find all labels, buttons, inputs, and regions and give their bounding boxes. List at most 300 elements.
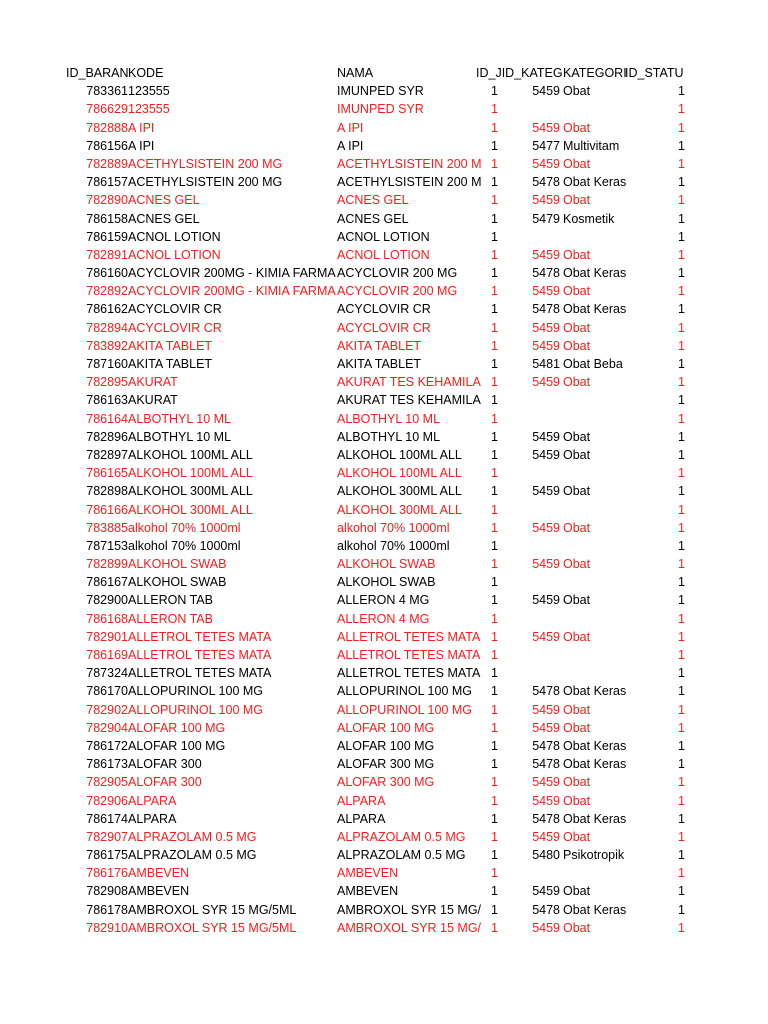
cell-nama[interactable]: ACNES GEL bbox=[337, 193, 409, 208]
cell-kode[interactable]: alkohol 70% 1000ml bbox=[128, 520, 241, 535]
cell-kategori[interactable]: Multivitam bbox=[563, 138, 620, 153]
cell-id-status[interactable]: 1 bbox=[678, 793, 685, 808]
cell-id-barang[interactable]: 786168 bbox=[86, 611, 128, 626]
cell-id-barang[interactable]: 782898 bbox=[86, 484, 128, 499]
cell-id-status[interactable]: 1 bbox=[678, 702, 685, 717]
cell-kategori[interactable]: Obat bbox=[563, 884, 591, 899]
cell-id-status[interactable]: 1 bbox=[678, 611, 685, 626]
cell-id-status[interactable]: 1 bbox=[678, 302, 685, 317]
cell-kategori[interactable]: Obat bbox=[563, 702, 591, 717]
cell-id-jid[interactable]: 1 bbox=[491, 375, 498, 390]
cell-id-kategori[interactable]: 5459 bbox=[532, 775, 560, 790]
cell-id-status[interactable]: 1 bbox=[678, 447, 685, 462]
cell-nama[interactable]: AMBROXOL SYR 15 MG/ bbox=[337, 902, 482, 917]
cell-nama[interactable]: ALKOHOL 300ML ALL bbox=[337, 502, 462, 517]
cell-id-kategori[interactable]: 5459 bbox=[532, 193, 560, 208]
cell-id-kategori[interactable]: 5459 bbox=[532, 447, 560, 462]
cell-kode[interactable]: 123555 bbox=[128, 102, 170, 117]
cell-kode[interactable]: AKURAT bbox=[128, 375, 178, 390]
cell-nama[interactable]: ALPRAZOLAM 0.5 MG bbox=[337, 829, 466, 844]
cell-id-status[interactable]: 1 bbox=[678, 866, 685, 881]
cell-kode[interactable]: ALKOHOL 300ML ALL bbox=[128, 502, 253, 517]
cell-kategori[interactable]: Obat bbox=[563, 629, 591, 644]
cell-id-jid[interactable]: 1 bbox=[491, 120, 498, 135]
cell-id-status[interactable]: 1 bbox=[678, 629, 685, 644]
cell-id-jid[interactable]: 1 bbox=[491, 484, 498, 499]
cell-id-kategori[interactable]: 5459 bbox=[532, 829, 560, 844]
cell-nama[interactable]: ACYCLOVIR 200 MG bbox=[337, 266, 458, 281]
cell-kategori[interactable]: Obat bbox=[563, 375, 591, 390]
cell-kode[interactable]: ALLETROL TETES MATA bbox=[128, 648, 272, 662]
cell-id-barang[interactable]: 786164 bbox=[86, 411, 128, 426]
cell-id-barang[interactable]: 782891 bbox=[86, 247, 128, 262]
cell-id-status[interactable]: 1 bbox=[678, 720, 685, 735]
cell-id-status[interactable]: 1 bbox=[678, 738, 685, 753]
cell-id-status[interactable]: 1 bbox=[678, 175, 685, 190]
cell-kode[interactable]: AMBROXOL SYR 15 MG/5ML bbox=[128, 902, 297, 917]
cell-id-jid[interactable]: 1 bbox=[491, 848, 498, 863]
cell-id-jid[interactable]: 1 bbox=[491, 902, 498, 917]
cell-kode[interactable]: ALOFAR 300 bbox=[128, 757, 202, 772]
cell-nama[interactable]: ACYCLOVIR CR bbox=[337, 302, 431, 317]
cell-id-kategori[interactable]: 5459 bbox=[532, 84, 560, 99]
cell-id-jid[interactable]: 1 bbox=[491, 829, 498, 844]
cell-kode[interactable]: ACYCLOVIR CR bbox=[128, 302, 222, 317]
cell-id-barang[interactable]: 786167 bbox=[86, 575, 128, 590]
cell-id-barang[interactable]: 783361 bbox=[86, 84, 128, 99]
cell-id-jid[interactable]: 1 bbox=[491, 84, 498, 99]
cell-kode[interactable]: ALKOHOL 100ML ALL bbox=[128, 466, 253, 481]
cell-id-jid[interactable]: 1 bbox=[491, 175, 498, 190]
cell-id-barang[interactable]: 786156 bbox=[86, 138, 128, 153]
cell-id-jid[interactable]: 1 bbox=[491, 648, 498, 662]
cell-id-status[interactable]: 1 bbox=[678, 829, 685, 844]
cell-kategori[interactable]: Obat bbox=[563, 320, 591, 335]
cell-nama[interactable]: ALOFAR 100 MG bbox=[337, 720, 435, 735]
cell-id-jid[interactable]: 1 bbox=[491, 502, 498, 517]
cell-id-barang[interactable]: 782907 bbox=[86, 829, 128, 844]
cell-kode[interactable]: ALOFAR 300 bbox=[128, 775, 202, 790]
cell-id-status[interactable]: 1 bbox=[678, 902, 685, 917]
cell-nama[interactable]: A IPI bbox=[337, 120, 364, 135]
cell-kategori[interactable]: Obat Keras bbox=[563, 266, 627, 281]
cell-kode[interactable]: AMBEVEN bbox=[128, 866, 190, 881]
cell-id-barang[interactable]: 787153 bbox=[86, 538, 128, 553]
cell-id-status[interactable]: 1 bbox=[678, 320, 685, 335]
cell-id-status[interactable]: 1 bbox=[678, 193, 685, 208]
cell-id-jid[interactable]: 1 bbox=[491, 357, 498, 371]
cell-id-jid[interactable]: 1 bbox=[491, 757, 498, 772]
cell-id-kategori[interactable]: 5459 bbox=[532, 156, 560, 171]
cell-id-kategori[interactable]: 5459 bbox=[532, 720, 560, 735]
cell-nama[interactable]: ALKOHOL 100ML ALL bbox=[337, 447, 462, 462]
cell-id-barang[interactable]: 786163 bbox=[86, 393, 128, 408]
cell-kode[interactable]: ACNES GEL bbox=[128, 193, 200, 208]
cell-id-barang[interactable]: 786178 bbox=[86, 902, 128, 917]
cell-kode[interactable]: A IPI bbox=[128, 138, 155, 153]
cell-id-barang[interactable]: 782900 bbox=[86, 593, 128, 608]
cell-id-status[interactable]: 1 bbox=[678, 266, 685, 281]
cell-nama[interactable]: ACETHYLSISTEIN 200 M bbox=[337, 175, 482, 190]
cell-id-status[interactable]: 1 bbox=[678, 138, 685, 153]
cell-nama[interactable]: AMBEVEN bbox=[337, 884, 399, 899]
cell-kode[interactable]: ALOFAR 100 MG bbox=[128, 738, 226, 753]
cell-id-jid[interactable]: 1 bbox=[491, 702, 498, 717]
cell-id-jid[interactable]: 1 bbox=[491, 884, 498, 899]
cell-id-barang[interactable]: 786166 bbox=[86, 502, 128, 517]
cell-kode[interactable]: ALPRAZOLAM 0.5 MG bbox=[128, 829, 257, 844]
cell-id-jid[interactable]: 1 bbox=[491, 538, 498, 553]
cell-nama[interactable]: ALPRAZOLAM 0.5 MG bbox=[337, 848, 466, 863]
cell-kategori[interactable]: Obat bbox=[563, 829, 591, 844]
cell-kategori[interactable]: Obat bbox=[563, 557, 591, 572]
cell-nama[interactable]: ALKOHOL 100ML ALL bbox=[337, 466, 462, 481]
cell-id-kategori[interactable]: 5478 bbox=[532, 902, 560, 917]
cell-nama[interactable]: ALOFAR 100 MG bbox=[337, 738, 435, 753]
cell-id-jid[interactable]: 1 bbox=[491, 266, 498, 281]
cell-id-jid[interactable]: 1 bbox=[491, 320, 498, 335]
cell-kode[interactable]: A IPI bbox=[128, 120, 155, 135]
cell-id-barang[interactable]: 783892 bbox=[86, 338, 128, 353]
cell-kategori[interactable]: Obat bbox=[563, 484, 591, 499]
cell-id-barang[interactable]: 782897 bbox=[86, 447, 128, 462]
cell-id-barang[interactable]: 786170 bbox=[86, 684, 128, 699]
cell-id-barang[interactable]: 786160 bbox=[86, 266, 128, 281]
cell-id-kategori[interactable]: 5459 bbox=[532, 520, 560, 535]
cell-id-barang[interactable]: 786629 bbox=[86, 102, 128, 117]
cell-id-barang[interactable]: 787324 bbox=[86, 666, 128, 681]
cell-nama[interactable]: ALKOHOL 300ML ALL bbox=[337, 484, 462, 499]
cell-id-kategori[interactable]: 5478 bbox=[532, 684, 560, 699]
cell-kode[interactable]: ALOFAR 100 MG bbox=[128, 720, 226, 735]
cell-id-kategori[interactable]: 5478 bbox=[532, 738, 560, 753]
cell-id-kategori[interactable]: 5477 bbox=[532, 138, 560, 153]
cell-id-barang[interactable]: 786165 bbox=[86, 466, 128, 481]
cell-id-jid[interactable]: 1 bbox=[491, 393, 498, 408]
cell-id-status[interactable]: 1 bbox=[678, 920, 685, 935]
cell-nama[interactable]: ALBOTHYL 10 ML bbox=[337, 429, 441, 444]
cell-kode[interactable]: AKURAT bbox=[128, 393, 178, 408]
cell-id-barang[interactable]: 782902 bbox=[86, 702, 128, 717]
cell-kategori[interactable]: Obat bbox=[563, 447, 591, 462]
header-nama[interactable]: NAMA bbox=[337, 66, 374, 80]
cell-id-kategori[interactable]: 5480 bbox=[532, 848, 560, 863]
header-id-status[interactable]: ID_STATU bbox=[625, 66, 684, 80]
cell-kategori[interactable]: Obat bbox=[563, 84, 591, 99]
cell-nama[interactable]: ACNOL LOTION bbox=[337, 229, 430, 244]
cell-id-jid[interactable]: 1 bbox=[491, 684, 498, 699]
cell-id-kategori[interactable]: 5459 bbox=[532, 284, 560, 299]
cell-id-barang[interactable]: 786172 bbox=[86, 738, 128, 753]
cell-id-barang[interactable]: 786174 bbox=[86, 811, 128, 826]
cell-nama[interactable]: ACYCLOVIR CR bbox=[337, 320, 431, 335]
cell-kode[interactable]: ACETHYLSISTEIN 200 MG bbox=[128, 175, 283, 190]
cell-kategori[interactable]: Obat Keras bbox=[563, 302, 627, 317]
cell-id-status[interactable]: 1 bbox=[678, 575, 685, 590]
cell-nama[interactable]: AKITA TABLET bbox=[337, 338, 422, 353]
cell-kategori[interactable]: Obat Keras bbox=[563, 175, 627, 190]
header-kode[interactable]: KODE bbox=[128, 66, 164, 80]
cell-kode[interactable]: AMBEVEN bbox=[128, 884, 190, 899]
cell-kode[interactable]: ACYCLOVIR 200MG - KIMIA FARMA bbox=[128, 266, 336, 281]
cell-id-barang[interactable]: 786175 bbox=[86, 848, 128, 863]
cell-nama[interactable]: AKITA TABLET bbox=[337, 357, 422, 371]
cell-id-jid[interactable]: 1 bbox=[491, 247, 498, 262]
cell-id-status[interactable]: 1 bbox=[678, 338, 685, 353]
cell-nama[interactable]: alkohol 70% 1000ml bbox=[337, 520, 450, 535]
cell-id-jid[interactable]: 1 bbox=[491, 666, 498, 681]
cell-id-status[interactable]: 1 bbox=[678, 102, 685, 117]
cell-kode[interactable]: 123555 bbox=[128, 84, 170, 99]
cell-id-jid[interactable]: 1 bbox=[491, 775, 498, 790]
cell-nama[interactable]: AMBROXOL SYR 15 MG/ bbox=[337, 920, 482, 935]
cell-kode[interactable]: ACNOL LOTION bbox=[128, 247, 221, 262]
cell-id-jid[interactable]: 1 bbox=[491, 411, 498, 426]
cell-nama[interactable]: ALLETROL TETES MATA bbox=[337, 666, 481, 681]
cell-id-kategori[interactable]: 5459 bbox=[532, 593, 560, 608]
cell-kategori[interactable]: Obat bbox=[563, 429, 591, 444]
cell-id-barang[interactable]: 786159 bbox=[86, 229, 128, 244]
cell-kode[interactable]: ALLOPURINOL 100 MG bbox=[128, 684, 264, 699]
cell-kategori[interactable]: Obat bbox=[563, 520, 591, 535]
cell-id-status[interactable]: 1 bbox=[678, 429, 685, 444]
cell-id-barang[interactable]: 786176 bbox=[86, 866, 128, 881]
cell-kode[interactable]: ACNOL LOTION bbox=[128, 229, 221, 244]
cell-kode[interactable]: AKITA TABLET bbox=[128, 338, 213, 353]
cell-nama[interactable]: IMUNPED SYR bbox=[337, 84, 424, 99]
cell-id-kategori[interactable]: 5478 bbox=[532, 757, 560, 772]
cell-kategori[interactable]: Obat Keras bbox=[563, 757, 627, 772]
cell-kategori[interactable]: Obat bbox=[563, 193, 591, 208]
cell-kode[interactable]: AKITA TABLET bbox=[128, 357, 213, 371]
cell-id-status[interactable]: 1 bbox=[678, 393, 685, 408]
cell-id-barang[interactable]: 782904 bbox=[86, 720, 128, 735]
cell-id-kategori[interactable]: 5459 bbox=[532, 557, 560, 572]
cell-id-jid[interactable]: 1 bbox=[491, 229, 498, 244]
cell-nama[interactable]: ALOFAR 300 MG bbox=[337, 757, 435, 772]
cell-id-barang[interactable]: 782899 bbox=[86, 557, 128, 572]
cell-nama[interactable]: ALKOHOL SWAB bbox=[337, 557, 436, 572]
cell-id-kategori[interactable]: 5478 bbox=[532, 302, 560, 317]
cell-kategori[interactable]: Obat bbox=[563, 338, 591, 353]
cell-id-barang[interactable]: 783885 bbox=[86, 520, 128, 535]
cell-id-jid[interactable]: 1 bbox=[491, 193, 498, 208]
cell-nama[interactable]: AMBEVEN bbox=[337, 866, 399, 881]
cell-nama[interactable]: ALLOPURINOL 100 MG bbox=[337, 702, 473, 717]
cell-nama[interactable]: ALLERON 4 MG bbox=[337, 611, 430, 626]
cell-id-barang[interactable]: 786162 bbox=[86, 302, 128, 317]
cell-id-jid[interactable]: 1 bbox=[491, 102, 498, 117]
cell-nama[interactable]: ACNOL LOTION bbox=[337, 247, 430, 262]
cell-id-kategori[interactable]: 5459 bbox=[532, 429, 560, 444]
cell-id-kategori[interactable]: 5459 bbox=[532, 120, 560, 135]
cell-id-kategori[interactable]: 5478 bbox=[532, 266, 560, 281]
cell-kode[interactable]: ALBOTHYL 10 ML bbox=[128, 429, 232, 444]
cell-id-kategori[interactable]: 5459 bbox=[532, 702, 560, 717]
cell-kategori[interactable]: Obat Keras bbox=[563, 684, 627, 699]
cell-kode[interactable]: ACYCLOVIR CR bbox=[128, 320, 222, 335]
cell-kategori[interactable]: Kosmetik bbox=[563, 211, 615, 226]
cell-id-barang[interactable]: 786169 bbox=[86, 648, 128, 662]
cell-kategori[interactable]: Obat bbox=[563, 793, 591, 808]
cell-nama[interactable]: ALPARA bbox=[337, 811, 386, 826]
cell-id-barang[interactable]: 786173 bbox=[86, 757, 128, 772]
cell-id-jid[interactable]: 1 bbox=[491, 211, 498, 226]
cell-nama[interactable]: IMUNPED SYR bbox=[337, 102, 424, 117]
cell-id-jid[interactable]: 1 bbox=[491, 284, 498, 299]
cell-kode[interactable]: ACNES GEL bbox=[128, 211, 200, 226]
cell-id-status[interactable]: 1 bbox=[678, 375, 685, 390]
cell-id-status[interactable]: 1 bbox=[678, 466, 685, 481]
cell-kategori[interactable]: Obat bbox=[563, 720, 591, 735]
cell-kategori[interactable]: Obat bbox=[563, 775, 591, 790]
cell-id-jid[interactable]: 1 bbox=[491, 338, 498, 353]
cell-kategori[interactable]: Obat Keras bbox=[563, 902, 627, 917]
cell-kode[interactable]: ALPRAZOLAM 0.5 MG bbox=[128, 848, 257, 863]
cell-id-jid[interactable]: 1 bbox=[491, 138, 498, 153]
cell-nama[interactable]: A IPI bbox=[337, 138, 364, 153]
cell-kode[interactable]: ALKOHOL 300ML ALL bbox=[128, 484, 253, 499]
cell-id-jid[interactable]: 1 bbox=[491, 866, 498, 881]
cell-nama[interactable]: ALOFAR 300 MG bbox=[337, 775, 435, 790]
cell-id-barang[interactable]: 782889 bbox=[86, 156, 128, 171]
cell-kode[interactable]: ALPARA bbox=[128, 811, 177, 826]
cell-kode[interactable]: ACYCLOVIR 200MG - KIMIA FARMA bbox=[128, 284, 336, 299]
cell-id-kategori[interactable]: 5459 bbox=[532, 484, 560, 499]
cell-kategori[interactable]: Psikotropik bbox=[563, 848, 625, 863]
cell-id-status[interactable]: 1 bbox=[678, 538, 685, 553]
cell-id-status[interactable]: 1 bbox=[678, 229, 685, 244]
cell-id-status[interactable]: 1 bbox=[678, 284, 685, 299]
cell-id-kategori[interactable]: 5459 bbox=[532, 793, 560, 808]
cell-id-status[interactable]: 1 bbox=[678, 211, 685, 226]
cell-id-kategori[interactable]: 5478 bbox=[532, 811, 560, 826]
cell-kategori[interactable]: Obat bbox=[563, 247, 591, 262]
cell-id-status[interactable]: 1 bbox=[678, 775, 685, 790]
cell-kategori[interactable]: Obat Keras bbox=[563, 738, 627, 753]
cell-id-status[interactable]: 1 bbox=[678, 520, 685, 535]
cell-id-status[interactable]: 1 bbox=[678, 593, 685, 608]
cell-id-barang[interactable]: 782906 bbox=[86, 793, 128, 808]
cell-id-status[interactable]: 1 bbox=[678, 84, 685, 99]
cell-nama[interactable]: ALLOPURINOL 100 MG bbox=[337, 684, 473, 699]
cell-kategori[interactable]: Obat bbox=[563, 284, 591, 299]
cell-kode[interactable]: ACETHYLSISTEIN 200 MG bbox=[128, 156, 283, 171]
header-kategori[interactable]: KATEGORI bbox=[563, 66, 627, 80]
cell-nama[interactable]: ALPARA bbox=[337, 793, 386, 808]
header-id-barang[interactable]: ID_BARAN bbox=[66, 66, 129, 80]
cell-id-kategori[interactable]: 5479 bbox=[532, 211, 560, 226]
cell-id-kategori[interactable]: 5459 bbox=[532, 375, 560, 390]
cell-id-jid[interactable]: 1 bbox=[491, 557, 498, 572]
cell-id-status[interactable]: 1 bbox=[678, 120, 685, 135]
cell-kode[interactable]: alkohol 70% 1000ml bbox=[128, 538, 241, 553]
cell-id-status[interactable]: 1 bbox=[678, 848, 685, 863]
cell-id-kategori[interactable]: 5459 bbox=[532, 247, 560, 262]
cell-id-jid[interactable]: 1 bbox=[491, 447, 498, 462]
cell-kode[interactable]: ALBOTHYL 10 ML bbox=[128, 411, 232, 426]
cell-id-status[interactable]: 1 bbox=[678, 684, 685, 699]
cell-nama[interactable]: AKURAT TES KEHAMILA bbox=[337, 375, 481, 390]
cell-kategori[interactable]: Obat bbox=[563, 593, 591, 608]
cell-id-jid[interactable]: 1 bbox=[491, 720, 498, 735]
cell-kode[interactable]: ALLERON TAB bbox=[128, 593, 213, 608]
cell-kode[interactable]: ALPARA bbox=[128, 793, 177, 808]
cell-nama[interactable]: AKURAT TES KEHAMILA bbox=[337, 393, 481, 408]
cell-id-status[interactable]: 1 bbox=[678, 484, 685, 499]
cell-id-jid[interactable]: 1 bbox=[491, 156, 498, 171]
cell-kode[interactable]: ALLOPURINOL 100 MG bbox=[128, 702, 264, 717]
cell-kode[interactable]: ALKOHOL SWAB bbox=[128, 575, 227, 590]
cell-id-jid[interactable]: 1 bbox=[491, 302, 498, 317]
cell-id-jid[interactable]: 1 bbox=[491, 611, 498, 626]
cell-id-kategori[interactable]: 5478 bbox=[532, 175, 560, 190]
cell-id-jid[interactable]: 1 bbox=[491, 811, 498, 826]
cell-id-barang[interactable]: 782896 bbox=[86, 429, 128, 444]
cell-id-barang[interactable]: 786158 bbox=[86, 211, 128, 226]
cell-nama[interactable]: ALLETROL TETES MATA bbox=[337, 648, 481, 662]
cell-id-kategori[interactable]: 5459 bbox=[532, 338, 560, 353]
cell-id-jid[interactable]: 1 bbox=[491, 920, 498, 935]
cell-id-barang[interactable]: 787160 bbox=[86, 357, 128, 371]
cell-id-barang[interactable]: 782908 bbox=[86, 884, 128, 899]
cell-kategori[interactable]: Obat bbox=[563, 120, 591, 135]
cell-id-kategori[interactable]: 5459 bbox=[532, 920, 560, 935]
cell-nama[interactable]: ACETHYLSISTEIN 200 M bbox=[337, 156, 482, 171]
cell-id-status[interactable]: 1 bbox=[678, 884, 685, 899]
cell-id-barang[interactable]: 782890 bbox=[86, 193, 128, 208]
cell-id-kategori[interactable]: 5459 bbox=[532, 884, 560, 899]
cell-id-jid[interactable]: 1 bbox=[491, 575, 498, 590]
cell-id-status[interactable]: 1 bbox=[678, 357, 685, 371]
cell-nama[interactable]: ALLETROL TETES MATA bbox=[337, 629, 481, 644]
cell-id-barang[interactable]: 782905 bbox=[86, 775, 128, 790]
header-id-jid-kateg[interactable]: ID_JID_KATEG bbox=[476, 66, 563, 80]
cell-kategori[interactable]: Obat Beba bbox=[563, 357, 623, 371]
cell-id-jid[interactable]: 1 bbox=[491, 429, 498, 444]
cell-id-barang[interactable]: 782901 bbox=[86, 629, 128, 644]
cell-id-barang[interactable]: 782892 bbox=[86, 284, 128, 299]
cell-id-barang[interactable]: 782888 bbox=[86, 120, 128, 135]
cell-kode[interactable]: ALLETROL TETES MATA bbox=[128, 666, 272, 681]
cell-id-jid[interactable]: 1 bbox=[491, 466, 498, 481]
cell-nama[interactable]: ACYCLOVIR 200 MG bbox=[337, 284, 458, 299]
cell-nama[interactable]: alkohol 70% 1000ml bbox=[337, 538, 450, 553]
cell-id-barang[interactable]: 786157 bbox=[86, 175, 128, 190]
cell-id-jid[interactable]: 1 bbox=[491, 629, 498, 644]
cell-id-kategori[interactable]: 5481 bbox=[532, 357, 560, 371]
cell-id-status[interactable]: 1 bbox=[678, 411, 685, 426]
cell-kode[interactable]: ALKOHOL SWAB bbox=[128, 557, 227, 572]
cell-nama[interactable]: ALKOHOL SWAB bbox=[337, 575, 436, 590]
cell-kode[interactable]: AMBROXOL SYR 15 MG/5ML bbox=[128, 920, 297, 935]
cell-id-barang[interactable]: 782910 bbox=[86, 920, 128, 935]
cell-nama[interactable]: ALLERON 4 MG bbox=[337, 593, 430, 608]
cell-id-status[interactable]: 1 bbox=[678, 757, 685, 772]
cell-id-status[interactable]: 1 bbox=[678, 666, 685, 681]
cell-id-barang[interactable]: 782894 bbox=[86, 320, 128, 335]
cell-id-jid[interactable]: 1 bbox=[491, 593, 498, 608]
cell-id-status[interactable]: 1 bbox=[678, 811, 685, 826]
cell-nama[interactable]: ACNES GEL bbox=[337, 211, 409, 226]
cell-id-status[interactable]: 1 bbox=[678, 502, 685, 517]
cell-kode[interactable]: ALLERON TAB bbox=[128, 611, 213, 626]
cell-kode[interactable]: ALKOHOL 100ML ALL bbox=[128, 447, 253, 462]
cell-id-kategori[interactable]: 5459 bbox=[532, 629, 560, 644]
cell-kode[interactable]: ALLETROL TETES MATA bbox=[128, 629, 272, 644]
cell-kategori[interactable]: Obat Keras bbox=[563, 811, 627, 826]
cell-nama[interactable]: ALBOTHYL 10 ML bbox=[337, 411, 441, 426]
